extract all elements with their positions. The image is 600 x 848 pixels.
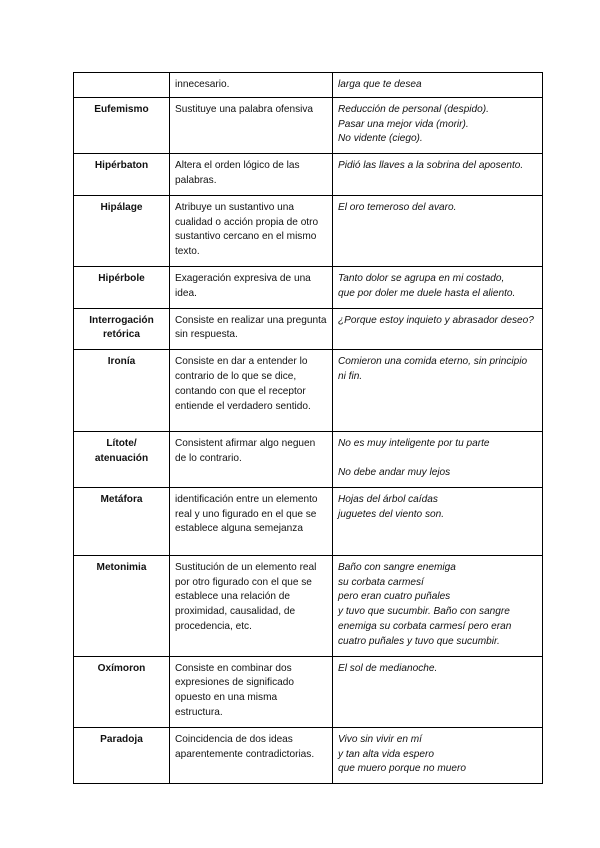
example-cell <box>333 73 543 98</box>
definition-cell: innecesario. <box>170 73 333 98</box>
example-line: que muero porque no muero <box>338 763 466 775</box>
table-row <box>74 308 543 350</box>
example-line: No vidente (ciego). <box>338 133 423 145</box>
example-line: Vivo sin vivir en mí <box>338 733 422 745</box>
table-row <box>74 266 543 308</box>
term-cell: Oxímoron <box>74 656 170 727</box>
example-cell <box>333 350 543 432</box>
table-row <box>74 727 543 783</box>
example-line: que por doler me duele hasta el aliento. <box>338 287 516 299</box>
term-cell: Ironía <box>74 350 170 432</box>
example-line: juguetes del viento son. <box>338 508 445 520</box>
term-cell: Paradoja <box>74 727 170 783</box>
example-cell <box>333 195 543 266</box>
table-row <box>74 73 543 98</box>
example-line: y tuvo que sucumbir. Baño con sangre enemiga su corbata carmesí pero eran cuatro puñales y tuvo que sucumbir. <box>338 606 515 647</box>
table-row <box>74 555 543 656</box>
definition-cell: Consiste en combinar dos expresiones de significado opuesto en una misma estructura. <box>170 656 333 727</box>
example-cell <box>333 555 543 656</box>
table-row <box>74 195 543 266</box>
example-line: El sol de medianoche. <box>338 662 438 674</box>
example-cell <box>333 727 543 783</box>
definition-cell: Sustituye una palabra ofensiva <box>170 97 333 153</box>
example-line: Pidió las llaves a la sobrina del aposento. <box>338 160 524 172</box>
table-row <box>74 656 543 727</box>
example-line: No debe andar muy lejos <box>338 466 451 478</box>
term-cell: Interrogación retórica <box>74 308 170 350</box>
definition-cell: Atribuye un sustantivo una cualidad o acción propia de otro sustantivo cercano en el mismo texto. <box>170 195 333 266</box>
term-cell: Metáfora <box>74 487 170 555</box>
term-cell: Metonimia <box>74 555 170 656</box>
rhetorical-figures-table <box>73 72 543 784</box>
definition-cell: Coincidencia de dos ideas aparentemente contradictorias. <box>170 727 333 783</box>
example-line: Hojas del árbol caídas <box>338 493 438 505</box>
example-cell <box>333 266 543 308</box>
definition-cell: Consiste en dar a entender lo contrario de lo que se dice, contando con que el receptor entiende el verdadero sentido. <box>170 350 333 432</box>
table-row <box>74 350 543 432</box>
example-cell <box>333 154 543 196</box>
definition-cell: Exageración expresiva de una idea. <box>170 266 333 308</box>
term-cell: Eufemismo <box>74 97 170 153</box>
term-cell: Hipérbaton <box>74 154 170 196</box>
example-cell <box>333 432 543 488</box>
example-line: larga que te desea <box>338 79 422 90</box>
term-cell: Hipálage <box>74 195 170 266</box>
example-line: ¿Porque estoy inquieto y abrasador deseo? <box>338 314 534 326</box>
example-line: Comieron una comida eterno, sin principio ni fin. <box>338 356 530 382</box>
example-line: pero eran cuatro puñales <box>338 591 451 603</box>
table-row <box>74 432 543 488</box>
table-row <box>74 154 543 196</box>
example-line: No es muy inteligente por tu parte <box>338 438 490 450</box>
term-cell: Lítote/ atenuación <box>74 432 170 488</box>
example-line: Pasar una mejor vida (morir). <box>338 118 469 130</box>
example-line: Tanto dolor se agrupa en mi costado, <box>338 272 505 284</box>
definition-cell: identificación entre un elemento real y uno figurado en el que se establece alguna semejanza <box>170 487 333 555</box>
example-cell <box>333 656 543 727</box>
example-cell <box>333 487 543 555</box>
example-line: El oro temeroso del avaro. <box>338 201 457 213</box>
term-cell: Hipérbole <box>74 266 170 308</box>
table-row <box>74 487 543 555</box>
example-cell <box>333 308 543 350</box>
example-line: Baño con sangre enemiga <box>338 561 456 573</box>
example-cell <box>333 97 543 153</box>
example-line: Reducción de personal (despido). <box>338 103 489 115</box>
table-row <box>74 97 543 153</box>
definition-cell: Altera el orden lógico de las palabras. <box>170 154 333 196</box>
example-line: y tan alta vida espero <box>338 748 434 760</box>
definition-cell: Sustitución de un elemento real por otro figurado con el que se establece una relación de proximidad, causalidad, de procedencia, etc. <box>170 555 333 656</box>
term-cell <box>74 73 170 98</box>
definition-cell: Consiste en realizar una pregunta sin respuesta. <box>170 308 333 350</box>
definition-cell: Consistent afirmar algo neguen de lo contrario. <box>170 432 333 488</box>
example-line: su corbata carmesí <box>338 576 424 588</box>
